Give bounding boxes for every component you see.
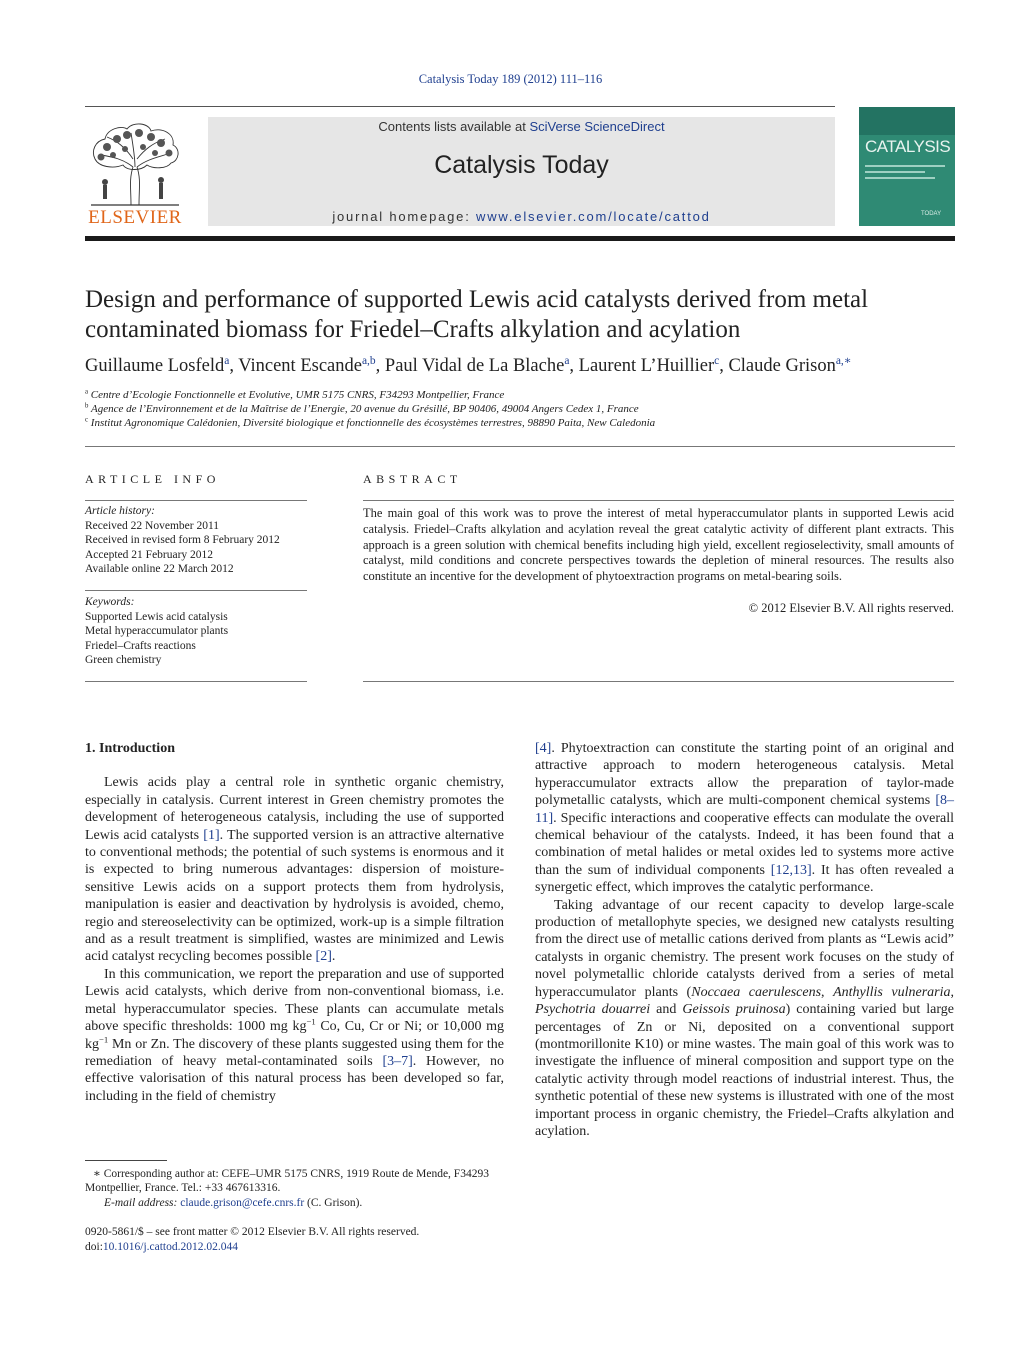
title-line: contaminated biomass for Friedel–Crafts alkylation and acylation (85, 316, 741, 343)
homepage-link[interactable]: www.elsevier.com/locate/cattod (476, 209, 711, 224)
reference-link[interactable]: [2] (315, 949, 332, 965)
footnote-rule (85, 1160, 167, 1161)
cover-top-strip (859, 107, 955, 135)
email-link[interactable]: claude.grison@cefe.cnrs.fr (180, 1196, 305, 1209)
journal-header-band (208, 117, 835, 226)
reference-link[interactable]: [4] (535, 741, 552, 756)
history-item: Available online 22 March 2012 (85, 563, 234, 575)
abstract-heading: ABSTRACT (363, 472, 462, 486)
keywords-label: Keywords: (85, 596, 135, 608)
cover-line (865, 171, 925, 173)
journal-cover-image[interactable] (859, 107, 955, 226)
history-item: Received 22 November 2011 (85, 519, 220, 532)
elsevier-tree-icon (87, 119, 183, 207)
author[interactable]: Vincent Escande$^{a,b}$ (238, 354, 376, 376)
paragraph: In this communication, we report the preparation and use of supported Lewis acid catalysts, which derive from non-conventional biomass, i.e. metal hyperaccumulator species. These plants can accumulate metals above specific thresholds: 1000 mg $kg^{-1}$ Co, Cu, Cr or Ni; or 10,000 mg $kg^{-1}$ Mn or Zn. The discovery of these plants suggested using them for the remediation of heavy metal-contaminated soils [3–7]. However, no effective valorisation of this natural process has been developed so far, including in the field of chemistry (85, 966, 505, 1104)
affiliation: $^a$ Centre d’Ecologie Fonctionnelle et Evolutive, UMR 5175 CNRS, F34293 Montpellier, France (85, 388, 505, 401)
species-name: Anthyllis vulneraria (833, 984, 951, 1000)
reference-link[interactable]: [3–7] (382, 1053, 413, 1069)
homepage-prefix: journal homepage: (332, 209, 477, 224)
header-thick-rule (85, 236, 955, 241)
divider (363, 681, 954, 682)
title-line: Design and performance of supported Lewis acid catalysts derived from metal (85, 286, 869, 313)
journal-citation[interactable]: Catalysis Today 189 (2012) 111–116 (418, 72, 603, 86)
homepage-line (208, 209, 835, 224)
author[interactable]: Laurent L’Huillier$^c$ (578, 354, 720, 376)
article-title (85, 285, 955, 345)
issn-line: 0920-5861/$ – see front matter © 2012 Elsevier B.V. All rights reserved. (85, 1226, 420, 1238)
doi-line: doi:10.1016/j.cattod.2012.02.044 (85, 1241, 239, 1253)
contents-line (208, 119, 835, 134)
affiliation: $^c$ Institut Agronomique Calédonien, Diversité biologique et fonctionnelle des écosystèmes terrestres, 98890 Paita, New Caledonia (85, 416, 656, 429)
cover-line (865, 165, 945, 167)
corresponding-author-note: ∗ Corresponding author at: CEFE–UMR 5175 CNRS, 1919 Route de Mende, F34293 Montpellier, France. Tel.: +33 467613316. E-mail address: claude.grison@cefe.cnrs.fr (C. Grison). (85, 1168, 489, 1209)
doi-link[interactable]: 10.1016/j.cattod.2012.02.044 (102, 1241, 239, 1253)
species-name: Noccaea caerulescens (691, 984, 822, 1000)
body-column-left (85, 740, 504, 1105)
divider (85, 681, 307, 682)
divider (85, 590, 307, 591)
history-item: Accepted 21 February 2012 (85, 548, 214, 561)
affiliation: $^b$ Agence de l’Environnement et de la Maîtrise de l’Energie, 20 avenue du Grésillé, BP 90406, 49004 Angers Cedex 1, France (85, 402, 639, 415)
article-info-heading: ARTICLE INFO (85, 472, 220, 486)
keyword: Supported Lewis acid catalysis (85, 610, 228, 623)
reference-link[interactable]: [1] (203, 827, 220, 843)
divider (363, 500, 954, 501)
author[interactable]: Claude Grison$^{a,∗}$ (728, 354, 852, 376)
section-heading: 1. Introduction (85, 741, 175, 756)
keyword: Metal hyperaccumulator plants (85, 625, 229, 637)
history-item: Received in revised form 8 February 2012 (85, 534, 280, 546)
divider (85, 446, 955, 447)
history-label: Article history: (85, 505, 155, 517)
journal-name: Catalysis Today (434, 151, 609, 179)
cover-subtitle: TODAY (921, 211, 942, 217)
keyword: Friedel–Crafts reactions (85, 639, 196, 652)
author[interactable]: Paul Vidal de La Blache$^a$ (384, 354, 570, 376)
divider (85, 500, 307, 501)
cover-title: CATALYSIS (865, 137, 951, 156)
article-history (85, 504, 307, 577)
species-name: Geissois pruinosa (682, 1002, 786, 1018)
keyword: Green chemistry (85, 654, 162, 666)
species-name: Psychotria douarrei (535, 1002, 651, 1018)
author[interactable]: Guillaume Losfeld$^a$ (85, 354, 230, 376)
header-rule (85, 106, 835, 107)
paragraph: Lewis acids play a central role in synthetic organic chemistry, especially in catalysis. Current interest in Green chemistry promotes the development of heterogeneous catalysis, including the use of supported Lewis acid catalysts [1]. The supported version is an attractive alternative to conventional methods; the potential of such systems is enormous and it is expected to bring numerous advantages: dispersion of moisture-sensitive Lewis acids on a support protects them from hydrolysis, manipulation is easier and deactivation by hydrolysis is avoided, chemo, regio and stereoselectivity can be optimized, work-up is a simple filtration and as a result treatment is simplified, wastes are minimized and Lewis acid catalyst recycling becomes possible [2]. (85, 775, 504, 965)
author-list: Guillaume Losfeld$^a$, Vincent Escande$^{a,b}$, Paul Vidal de La Blache$^a$, Laurent L’Huillier$^c$, Claude Grison$^{a,∗}$ (85, 354, 852, 376)
sciencedirect-link[interactable]: SciVerse ScienceDirect (529, 119, 665, 134)
cover-line (865, 177, 935, 179)
reference-link[interactable]: [12,13] (770, 862, 812, 878)
keywords (85, 595, 307, 668)
paragraph-continued: [4]. Phytoextraction can constitute the starting point of an original and attractive approach to modern heterogeneous catalysis. Metal hyperaccumulator extracts allow the preparation of taylor-made polymetallic catalysts, which are multi-component chemical systems [8–11]. Specific interactions and cooperative effects can modulate the overall chemical behaviour of the catalysts. Indeed, it has been found that a combination of metal halides or metal oxides led to systems more active than the sum of individual components [12,13]. It has often revealed a synergetic effect, which improves the catalytic performance. (535, 741, 954, 896)
copyright: © 2012 Elsevier B.V. All rights reserved. (748, 601, 954, 615)
paragraph: Taking advantage of our recent capacity to develop large-scale production of metallophyte species, we designed new catalysts resulting from the direct use of metallic cations derived from plants as “Lewis acid” catalysts in organic chemistry. The present work focuses on the study of novel polymetallic chloride catalysts derived from a series of metal hyperaccumulator plants (Noccaea caerulescens, Anthyllis vulneraria, Psychotria douarrei and Geissois pruinosa) containing varied but large percentages of Zn or Ni, deposited on a conventional support (montmorillonite K10) or mine wastes. The main goal of this work was to investigate the influence of mineral composition and support type on the catalytic activity through model reactions of industrial interest. Thus, the synthetic potential of these new systems is illustrated with one of the most important process in organic chemistry, the Friedel–Crafts alkylation and acylation. (535, 897, 955, 1139)
elsevier-logo[interactable] (85, 117, 185, 229)
body-column-right (535, 740, 954, 1140)
abstract-text: The main goal of this work was to prove the interest of metal hyperaccumulator plants in supported Lewis acid catalysis. Friedel–Crafts alkylation and acylation reveal the great catalytic activity of different plant extracts. This approach is a green solution with chemical benefits including high yield, excellent regioselectivity, small amounts of catalyst, mild conditions and concrete perspectives towards the depletion of mineral resources. The results also constitute an incentive for the development of phytoextraction programs on metal-bearing soils. (363, 506, 954, 584)
contents-prefix: Contents lists available at (378, 119, 530, 134)
reference-link[interactable]: [8–11] (535, 793, 954, 826)
elsevier-wordmark: ELSEVIER (88, 207, 182, 228)
